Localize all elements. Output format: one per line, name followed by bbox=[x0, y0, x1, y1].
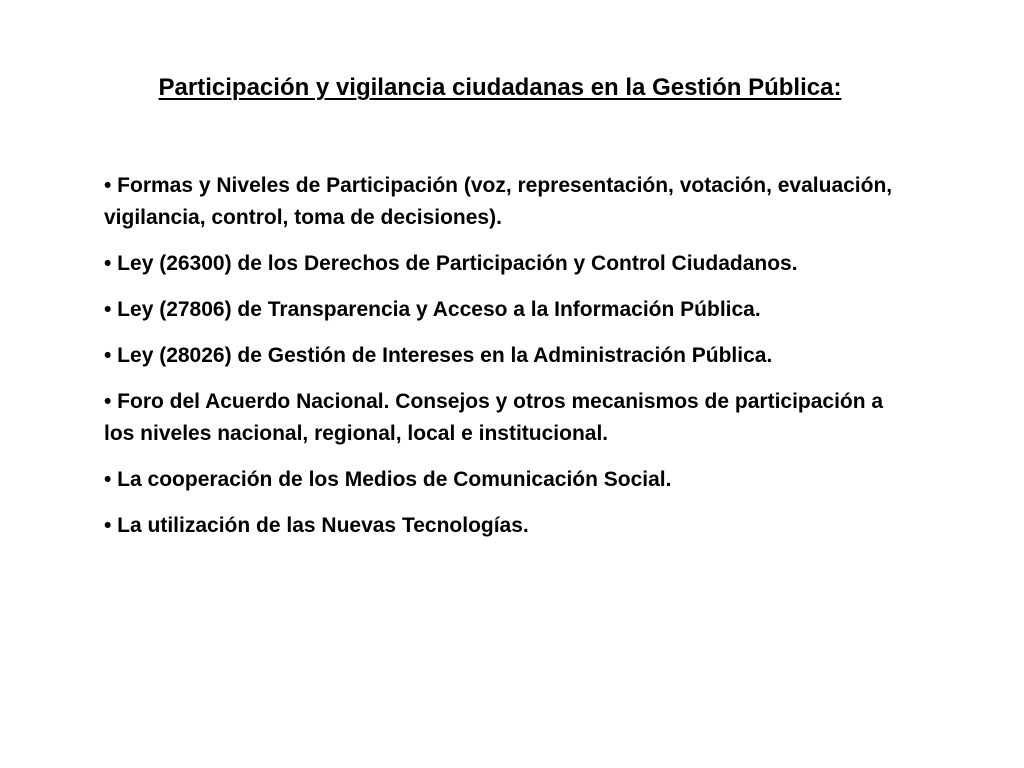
slide-title: Participación y vigilancia ciudadanas en la Gestión Pública: bbox=[158, 74, 842, 101]
bullet-item-law-27806: • Ley (27806) de Transparencia y Acceso a la Información Pública. bbox=[104, 298, 761, 321]
bullet-item-media-cooperation: • La cooperación de los Medios de Comunicación Social. bbox=[104, 468, 672, 491]
bullet-item-new-technologies: • La utilización de las Nuevas Tecnologías. bbox=[104, 514, 529, 537]
bullet-item-participation-forms: • Formas y Niveles de Participación (voz, representación, votación, evaluación, vigilancia, control, toma de decisiones). bbox=[104, 174, 893, 229]
bullet-item-national-agreement-forum: • Foro del Acuerdo Nacional. Consejos y otros mecanismos de participación a los niveles nacional, regional, local e institucional. bbox=[104, 390, 884, 445]
bullet-item-law-26300: • Ley (26300) de los Derechos de Participación y Control Ciudadanos. bbox=[104, 252, 798, 275]
bullet-list bbox=[104, 170, 904, 556]
bullet-item-law-28026: • Ley (28026) de Gestión de Intereses en la Administración Pública. bbox=[104, 344, 773, 367]
